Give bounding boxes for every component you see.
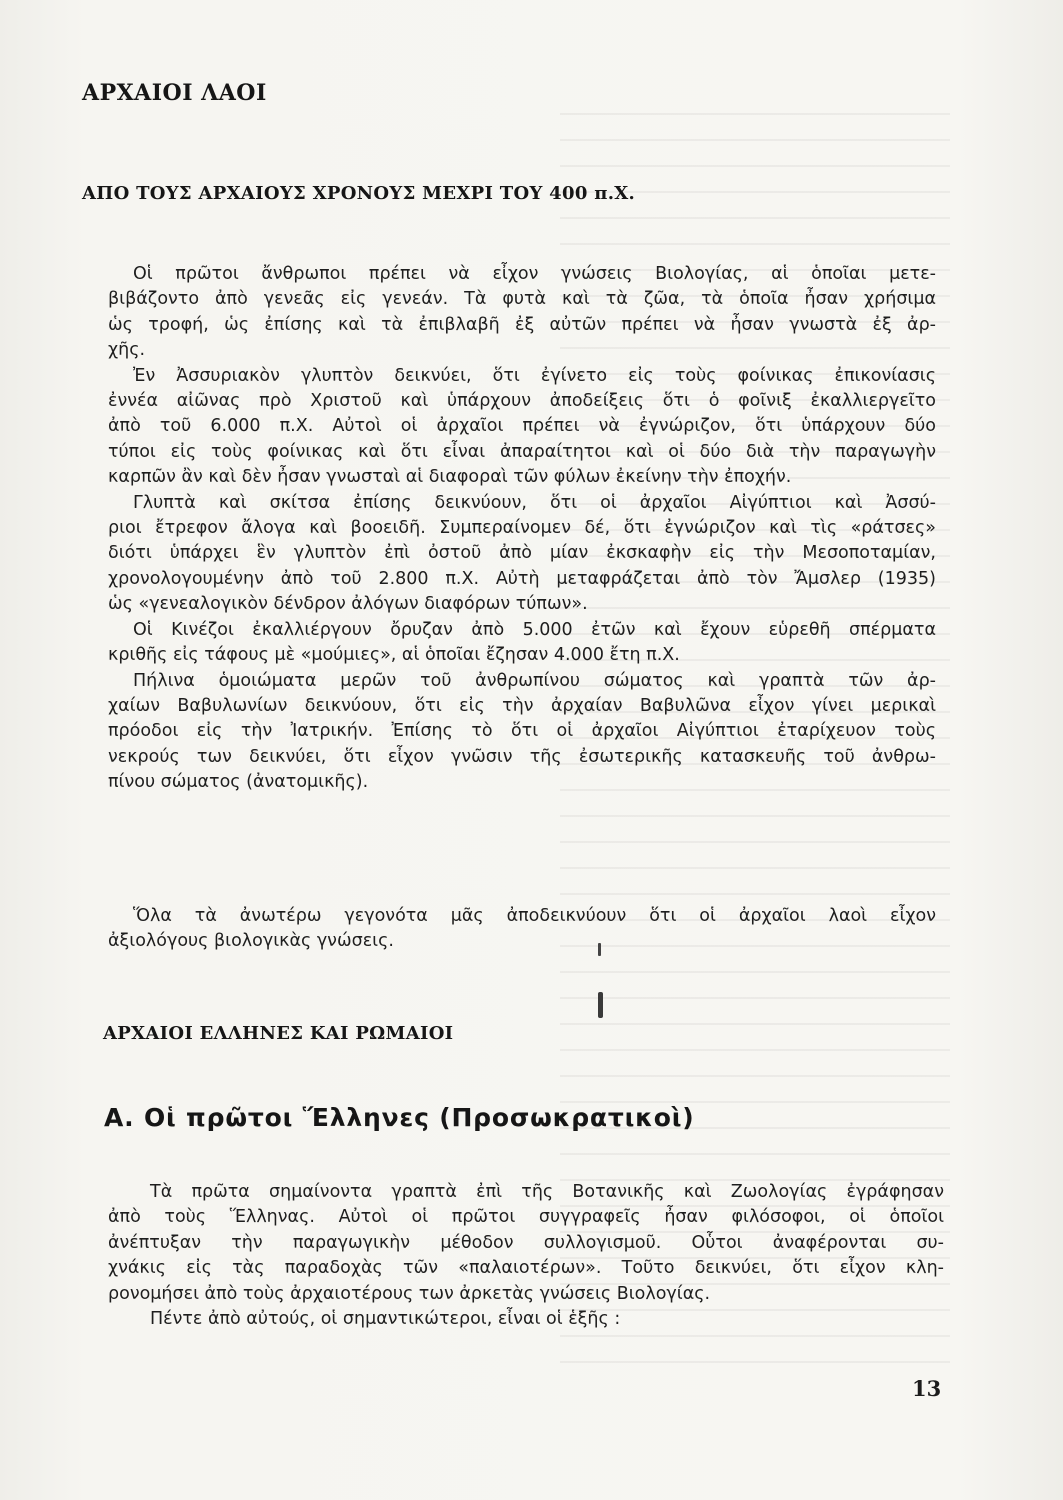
text-line: Οἱ Κινέζοι ἐκαλλιέργουν ὄρυζαν ἀπὸ 5.000 ἐτῶν καὶ ἔχουν εὑρεθῆ σπέρματα xyxy=(133,619,936,640)
text-line: ἀνέπτυξαν τὴν παραγωγικὴν μέθοδον συλλογισμοῦ. Οὗτοι ἀναφέρονται συ- xyxy=(108,1232,944,1253)
text-line: ὡς «γενεαλογικὸν δένδρον ἀλόγων διαφόρων τύπων». xyxy=(108,594,588,615)
ink-mark xyxy=(598,943,601,956)
text-line: ρονομήσει ἀπὸ τοὺς ἀρχαιοτέρους των ἀρκετὰς γνώσεις Βιολογίας. xyxy=(108,1283,711,1304)
text-line: καρπῶν ἂν καὶ δὲν ἦσαν γνωσταὶ αἱ διαφοραὶ τῶν φύλων ἐκείνην τὴν ἐποχήν. xyxy=(108,467,792,488)
text-line: διότι ὑπάρχει ἓν γλυπτὸν ἐπὶ ὀστοῦ ἀπὸ μίαν ἐκσκαφὴν εἰς τὴν Μεσοποταμίαν, xyxy=(108,543,936,564)
text-line: νεκρούς των δεικνύει, ὅτι εἶχον γνῶσιν τῆς ἐσωτερικῆς κατασκευῆς τοῦ ἀνθρω- xyxy=(108,746,936,767)
text-line: ἀξιολόγους βιολογικὰς γνώσεις. xyxy=(108,931,394,952)
section2-body xyxy=(108,1180,944,1332)
text-line: πίνου σώματος (ἀνατομικῆς). xyxy=(108,772,369,793)
page-number: 13 xyxy=(912,1376,942,1401)
text-line: κριθῆς εἰς τάφους μὲ «μούμιες», αἱ ὁποῖαι ἔζησαν 4.000 ἔτη π.Χ. xyxy=(108,645,680,666)
text-line: ριοι ἔτρεφον ἄλογα καὶ βοοειδῆ. Συμπεραίνομεν δέ, ὅτι ἐγνώριζον καὶ τὶς «ράτσες» xyxy=(108,518,936,539)
text-line: Γλυπτὰ καὶ σκίτσα ἐπίσης δεικνύουν, ὅτι οἱ ἀρχαῖοι Αἰγύπτιοι καὶ Ἀσσύ- xyxy=(133,492,936,513)
text-line: ὡς τροφή, ὡς ἐπίσης καὶ τὰ ἐπιβλαβῆ ἐξ αὐτῶν πρέπει νὰ ἦσαν γνωστὰ ἐξ ἀρ- xyxy=(108,314,936,335)
section1-closing xyxy=(108,904,936,955)
text-line: Ἐν Ἀσσυριακὸν γλυπτὸν δεικνύει, ὅτι ἐγίνετο εἰς τοὺς φοίνικας ἐπικονίασις xyxy=(133,365,936,386)
section-heading: ΑΡΧΑΙΟΙ ΕΛΛΗΝΕΣ ΚΑΙ ΡΩΜΑΙΟΙ xyxy=(103,1023,454,1044)
ink-mark xyxy=(598,992,603,1018)
text-line: Οἱ πρῶτοι ἄνθρωποι πρέπει νὰ εἶχον γνώσεις Βιολογίας, αἱ ὁποῖαι μετε- xyxy=(133,264,936,284)
text-line: χῆς. xyxy=(108,340,146,361)
text-line: ἀπὸ τοῦ 6.000 π.Χ. Αὐτοὶ οἱ ἀρχαῖοι πρέπει νὰ ἐγνώριζον, ὅτι ὑπάρχουν δύο xyxy=(108,416,936,437)
text-line: ἀπὸ τοὺς Ἕλληνας. Αὐτοὶ οἱ πρῶτοι συγγραφεῖς ἦσαν φιλόσοφοι, οἱ ὁποῖοι xyxy=(108,1207,944,1228)
text-line: χαίων Βαβυλωνίων δεικνύουν, ὅτι εἰς τὴν ἀρχαίαν Βαβυλῶνα εἶχον γίνει μερικαὶ xyxy=(108,695,936,716)
section1-body xyxy=(108,262,936,796)
text-line: Τὰ πρῶτα σημαίνοντα γραπτὰ ἐπὶ τῆς Βοτανικῆς καὶ Ζωολογίας ἐγράφησαν xyxy=(150,1182,944,1202)
text-line: χνάκις εἰς τὰς παραδοχὰς τῶν «παλαιοτέρων». Τοῦτο δεικνύει, ὅτι εἶχον κλη- xyxy=(108,1258,944,1279)
text-line: Πέντε ἀπὸ αὐτούς, οἱ σημαντικώτεροι, εἶναι οἱ ἑξῆς : xyxy=(150,1309,621,1330)
subsection-heading: Α. Οἱ πρῶτοι Ἕλληνες (Προσωκρατικοὶ) xyxy=(104,1103,695,1132)
text-line: τύποι εἰς τοὺς φοίνικας καὶ ὅτι εἶναι ἀπαραίτητοι καὶ οἱ δύο διὰ τὴν παραγωγὴν xyxy=(108,441,936,462)
chapter-subtitle: ΑΠΟ ΤΟΥΣ ΑΡΧΑΙΟΥΣ ΧΡΟΝΟΥΣ ΜΕΧΡΙ ΤΟΥ 400 π.Χ. xyxy=(82,183,636,204)
text-line: Πήλινα ὁμοιώματα μερῶν τοῦ ἀνθρωπίνου σώματος καὶ γραπτὰ τῶν ἀρ- xyxy=(133,670,936,691)
text-line: χρονολογουμένην ἀπὸ τοῦ 2.800 π.Χ. Αὐτὴ μεταφράζεται ἀπὸ τὸν Ἄμσλερ (1935) xyxy=(108,568,936,589)
text-line: βιβάζοντο ἀπὸ γενεᾶς εἰς γενεάν. Τὰ φυτὰ καὶ τὰ ζῶα, τὰ ὁποῖα ἦσαν χρήσιμα xyxy=(108,289,936,310)
text-line: ἐννέα αἰῶνας πρὸ Χριστοῦ καὶ ὑπάρχουν ἀποδείξεις ὅτι ὁ φοῖνιξ ἐκαλλιεργεῖτο xyxy=(108,391,936,412)
chapter-title: ΑΡΧΑΙΟΙ ΛΑΟΙ xyxy=(82,80,267,106)
text-line: Ὅλα τὰ ἀνωτέρω γεγονότα μᾶς ἀποδεικνύουν ὅτι οἱ ἀρχαῖοι λαοὶ εἶχον xyxy=(133,906,936,926)
text-line: πρόοδοι εἰς τὴν Ἰατρικήν. Ἐπίσης τὸ ὅτι οἱ ἀρχαῖοι Αἰγύπτιοι ἐταρίχευον τοὺς xyxy=(108,721,936,742)
